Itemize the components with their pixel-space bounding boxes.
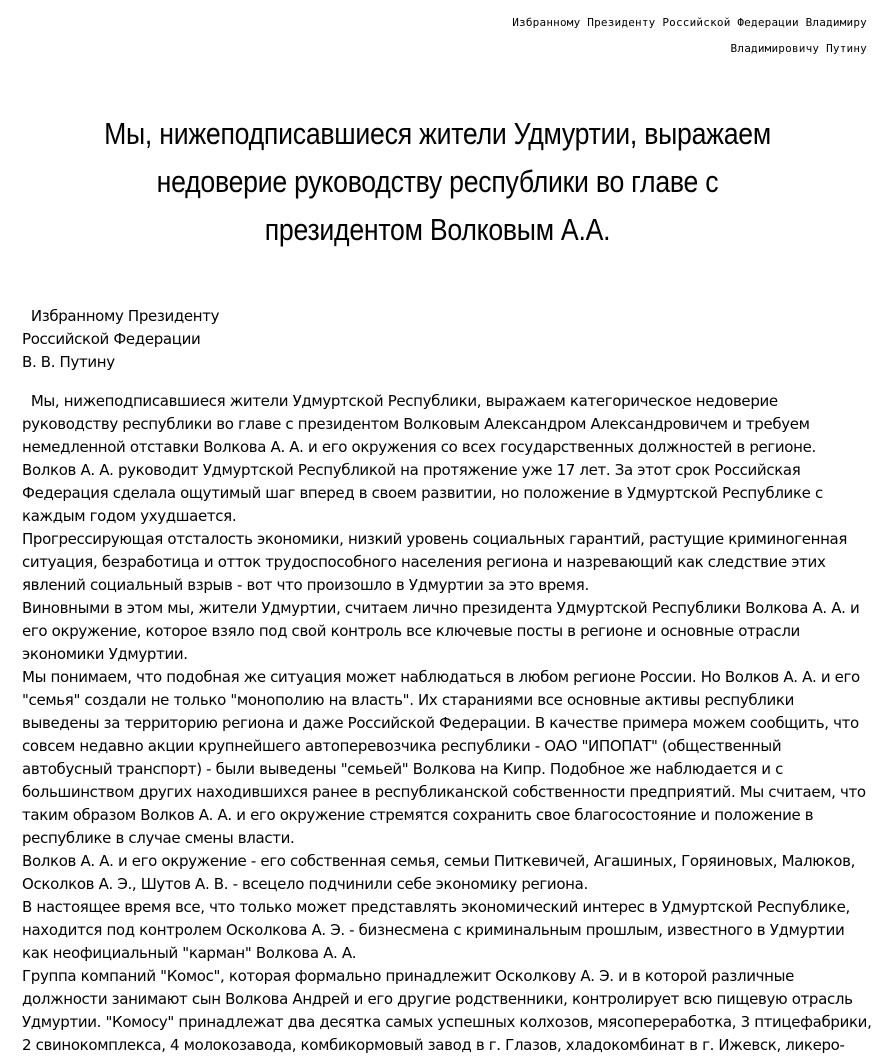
paragraph: Группа компаний "Комос", которая формально принадлежит Осколкову А. Э. и в которой различные должности занимают сын Волкова Андрей и его другие родственники, контролирует всю пищевую отрасль Удмуртии. "Комосу" принадлежат два десятка самых успешных колхозов, мясопереработка, 3 птицефабрики, 2 свинокомплекса, 4 молокозавода, комбикормовый завод в г. Глазов, хладокомбинат в г. Ижевск, ликеро- (22, 967, 872, 1054)
paragraph: Прогрессирующая отсталость экономики, низкий уровень социальных гарантий, растущие криминогенная ситуация, безработица и отток трудоспособного населения региона и назревающий как следствие этих явлений социальный взрыв - вот что произошло в Удмуртии за это время. (22, 530, 848, 594)
paragraph: Волков А. А. и его окружение - его собственная семья, семьи Питкевичей, Агашиных, Горяиновых, Малюков, Осколков А. Э., Шутов А. В. - всецело подчинили себе экономику региона. (22, 852, 855, 893)
paragraph: Мы понимаем, что подобная же ситуация может наблюдаться в любом регионе России. Но Волков А. А. и его "семья" создали не только "монополию на власть". Их стараниями все основные активы республики выведены за территорию региона и даже Российской Федерации. В качестве примера можем сообщить, что совсем недавно акции крупнейшего автоперевозчика республики - ОАО "ИПОПАТ" (общественный автобусный транспорт) - были выведены "семьей" Волкова на Кипр. Подобное же наблюдается и с большинством других находившихся ранее в республиканской собственности предприятий. Мы считаем, что таким образом Волков А. А. и его окружение стремятся сохранить свое благосостояние и положение в республике в случае смены власти. (22, 668, 866, 847)
top-addressee-line: Владимировичу Путину (730, 42, 867, 55)
top-addressee-line: Избранному Президенту Российской Федерации Владимиру (512, 16, 867, 29)
letter-body (22, 305, 872, 1057)
salutation (22, 305, 872, 374)
page-title: Мы, нижеподписавшиеся жители Удмуртии, выражаем недоверие руководству республики во главе с президентом Волковым А.А. (104, 116, 771, 247)
paragraph: Волков А. А. руководит Удмуртской Республикой на протяжение уже 17 лет. За этот срок Российская Федерация сделала ощутимый шаг вперед в своем развитии, но положение в Удмуртской Республике с каждым годом ухудшается. (22, 461, 823, 525)
paragraph: Виновными в этом мы, жители Удмуртии, считаем лично президента Удмуртской Республики Волкова А. А. и его окружение, которое взяло под свой контроль все ключевые посты в регионе и основные отрасли экономики Удмуртии. (22, 599, 860, 663)
paragraph: В настоящее время все, что только может представлять экономический интерес в Удмуртской Республике, находится под контролем Осколкова А. Э. - бизнесмена с криминальным прошлым, известного в Удмуртии как неофициальный "карман" Волкова А. А. (22, 898, 850, 962)
top-addressee-header (367, 10, 867, 62)
salutation-line: В. В. Путину (22, 353, 115, 371)
salutation-line: Российской Федерации (22, 330, 201, 348)
salutation-line: Избранному Президенту (22, 307, 220, 325)
paragraph: Мы, нижеподписавшиеся жители Удмуртской Республики, выражаем категорическое недоверие руководству республики во главе с президентом Волковым Александром Александровичем и требуем немедленной отставки Волкова А. А. и его окружения со всех государственных должностей в регионе. (22, 392, 816, 456)
